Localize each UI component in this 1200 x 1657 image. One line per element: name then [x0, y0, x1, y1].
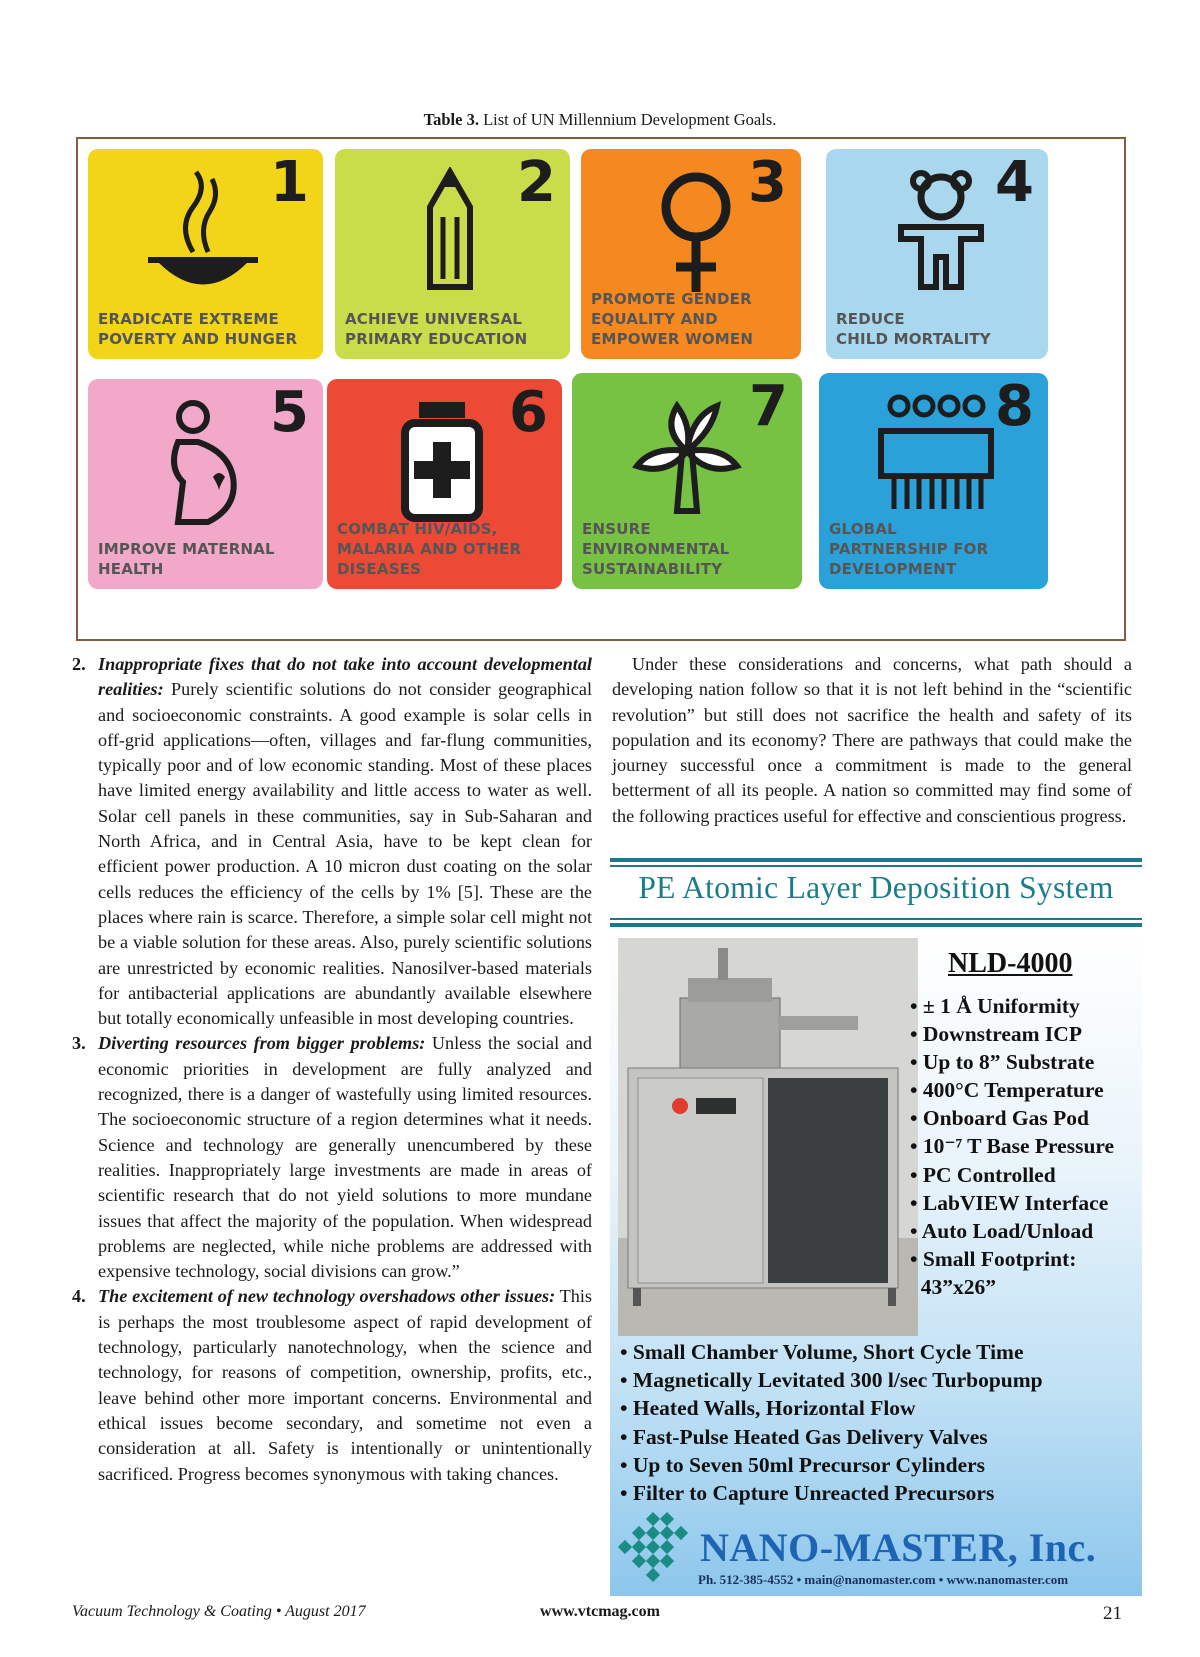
advertisement [610, 856, 1142, 1596]
item-number: 2. [72, 654, 86, 674]
goal-number: 5 [270, 380, 309, 445]
pencil-icon [385, 167, 515, 297]
goal-label: COMBAT HIV/AIDS, MALARIA AND OTHER DISEASES [337, 520, 522, 578]
goal-tile-5 [88, 379, 323, 589]
item-text: Unless the social and economic priorities in development are fully analyzed and recognized, there is a danger of wastefully using limited resources. The socioeconomic structure of a region determines what it needs. Science and technology are generally unencumbered by these realities. Inappropriately large investments are made in areas of scientific research that do not yield solutions to more mundane issues that affect the majority of the population. When widespread problems are neglected, while niche problems are addressed with expensive technology, social divisions can grow.” [98, 1033, 592, 1282]
feature-item: • Heated Walls, Horizontal Flow [620, 1396, 916, 1421]
goal-label: ACHIEVE UNIVERSAL PRIMARY EDUCATION [345, 310, 528, 348]
model-name: NLD-4000 [948, 948, 1073, 979]
goal-tile-7 [572, 373, 802, 589]
list-item-4 [72, 1284, 592, 1486]
nano-master-logo-icon [618, 1512, 698, 1582]
spec-item: • ± 1 Å Uniformity [910, 994, 1080, 1018]
female-symbol-icon [631, 167, 761, 297]
bowl-icon [138, 167, 268, 297]
goal-tile-1 [88, 149, 323, 359]
body-paragraph: Under these considerations and concerns, what path should a developing nation follow so that it is not left behind in the “scientific revolution” but still does not sacrifice the health and safety of its population and its economy? There are pathways that could make the journey successful once a commitment is made to the general betterment of all its people. A nation so committed may find some of the following practices useful for effective and conscientious progress. [612, 654, 1132, 826]
ad-content-box [610, 930, 1142, 1596]
feature-item: • Filter to Capture Unreacted Precursors [620, 1481, 995, 1506]
table-caption [0, 110, 1200, 130]
spec-item: • LabVIEW Interface [910, 1190, 1109, 1215]
goal-number: 1 [270, 150, 309, 215]
spec-item: • Auto Load/Unload [910, 1218, 1094, 1243]
feature-item: • Up to Seven 50ml Precursor Cylinders [620, 1452, 986, 1477]
spec-item: • 10⁻⁷ T Base Pressure [910, 1134, 1115, 1159]
item-number: 3. [72, 1033, 86, 1054]
goal-number: 2 [517, 150, 556, 215]
people-group-icon [869, 391, 999, 521]
goal-number: 3 [748, 150, 787, 215]
ad-bottom-rule-thin [610, 918, 1142, 920]
machine-photo [618, 938, 918, 1336]
list-item-2 [72, 652, 592, 1031]
item-heading: Diverting resources from bigger problems: [98, 1033, 426, 1054]
ad-title: PE Atomic Layer Deposition System [638, 870, 1114, 905]
page-number: 21 [1103, 1603, 1122, 1624]
goal-tile-2 [335, 149, 570, 359]
footer-publication: Vacuum Technology & Coating • August 2017 [72, 1603, 366, 1620]
feature-item: • Magnetically Levitated 300 l/sec Turbopump [620, 1368, 1043, 1393]
item-text: This is perhaps the most troublesome aspect of rapid development of technology, particularly nanotechnology, when the science and technology, for reasons of competition, ownership, profits, etc., leave behind other more important concerns. Environmental and ethical issues become secondary, and sometime not even a consideration at all. Safety is intentionally or unintentionally sacrificed. Progress becomes synonymous with taking chances. [98, 1286, 592, 1484]
goal-label: REDUCE CHILD MORTALITY [836, 310, 991, 348]
company-contact: Ph. 512-385-4552 • main@nanomaster.com • www.nanomaster.com [698, 1572, 1069, 1587]
goal-label: PROMOTE GENDER EQUALITY AND EMPOWER WOMEN [591, 290, 754, 348]
item-heading: The excitement of new technology overshadows other issues: [98, 1286, 556, 1307]
goal-tile-8 [819, 373, 1048, 589]
list-item-3 [72, 1031, 592, 1284]
spec-list [910, 992, 1114, 1301]
goal-number: 7 [749, 374, 788, 439]
goal-label: GLOBAL PARTNERSHIP FOR DEVELOPMENT [829, 520, 989, 578]
ad-bottom-rule [610, 923, 1142, 927]
ad-top-rule [610, 858, 1142, 862]
pregnant-woman-icon [138, 397, 268, 527]
footer-website: www.vtcmag.com [540, 1603, 660, 1620]
spec-item: 43”x26” [910, 1274, 996, 1299]
goal-number: 6 [509, 380, 548, 445]
feature-item: • Fast-Pulse Heated Gas Delivery Valves [620, 1424, 988, 1449]
medicine-jar-icon [377, 397, 507, 527]
spec-item: • Downstream ICP [910, 1022, 1082, 1047]
caption-text: List of UN Millennium Development Goals. [483, 110, 777, 129]
feature-list [620, 1338, 1043, 1507]
feature-item: • Small Chamber Volume, Short Cycle Time [620, 1340, 1024, 1364]
caption-label: Table 3. [423, 110, 479, 129]
item-number: 4. [72, 1286, 86, 1307]
plant-icon [622, 391, 752, 521]
right-column [612, 652, 1132, 829]
left-column [72, 652, 592, 1487]
goals-grid [76, 137, 1126, 641]
company-name: NANO-MASTER, Inc. [700, 1525, 1097, 1570]
goal-tile-6 [327, 379, 562, 589]
item-text: Purely scientific solutions do not consider geographical and socioeconomic constraints. A good example is solar cells in off-grid applications—often, villages and far-flung communities, typically poor and of low economic standing. Most of these places have limited energy availability and little access to water as well. Solar cell panels in these communities, say in Sub-Saharan and North Africa, and in Central Asia, have to be kept clean for efficient power production. A 10 micron dust coating on the solar cells reduces the efficiency of the cells by 1% [5]. These are the places where rain is scarce. Therefore, a simple solar cell might not be a viable solution for these areas. Also, purely scientific solutions are unrestricted by economic realities. Nanosilver-based materials for antibacterial applications are abundantly available elsewhere but totally economically unfeasible in most developing countries. [98, 679, 592, 1029]
goal-label: ERADICATE EXTREME POVERTY AND HUNGER [98, 310, 298, 348]
goal-number: 4 [995, 150, 1034, 215]
spec-item: • Up to 8” Substrate [910, 1050, 1095, 1075]
goal-tile-4 [826, 149, 1048, 359]
child-icon [876, 167, 1006, 297]
spec-item: • Small Footprint: [910, 1246, 1077, 1271]
goal-number: 8 [995, 374, 1034, 439]
goal-tile-3 [581, 149, 801, 359]
item-heading: Inappropriate fixes that do not take into account developmental realities: [98, 654, 592, 700]
deposition-machine-image [618, 938, 918, 1336]
spec-item: • 400°C Temperature [910, 1078, 1104, 1103]
spec-item: • Onboard Gas Pod [910, 1106, 1089, 1131]
goal-label: IMPROVE MATERNAL HEALTH [98, 540, 275, 578]
ad-top-rule-thin [610, 865, 1142, 867]
spec-item: • PC Controlled [910, 1162, 1056, 1187]
goal-label: ENSURE ENVIRONMENTAL SUSTAINABILITY [582, 520, 730, 578]
